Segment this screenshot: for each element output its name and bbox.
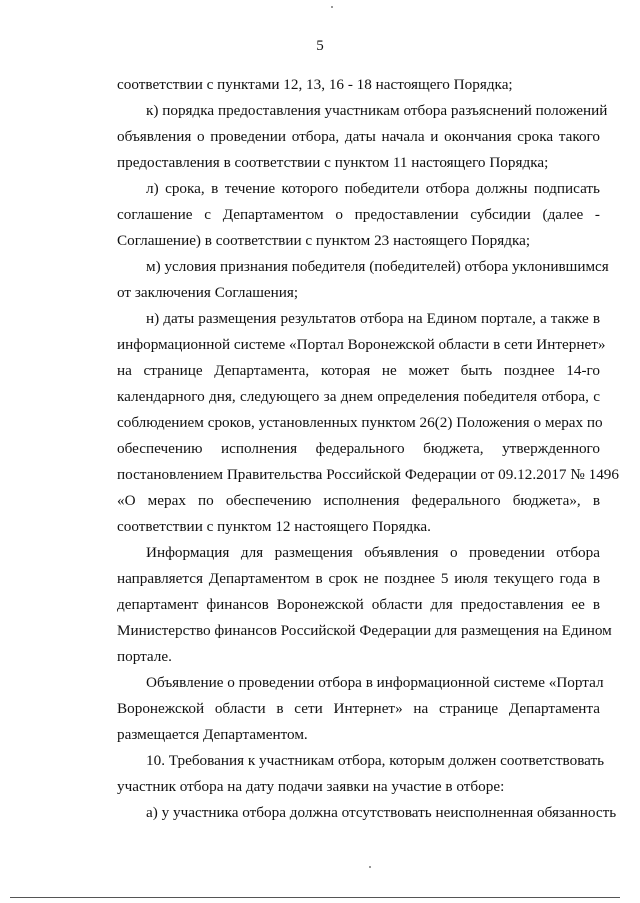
text-line: портале.	[117, 648, 172, 665]
text-line: соответствии с пунктами 12, 13, 16 - 18 настоящего Порядка;	[117, 76, 513, 93]
text-line: Информация для размещения объявления о проведении отбора	[146, 544, 600, 561]
text-line: Министерство финансов Российской Федерации для размещения на Едином	[117, 622, 612, 639]
text-line: соблюдением сроков, установленных пунктом 26(2) Положения о мерах по	[117, 414, 603, 431]
text-line: Объявление о проведении отбора в информационной системе «Портал	[146, 674, 604, 691]
text-line: а) у участника отбора должна отсутствовать неисполненная обязанность	[146, 804, 617, 821]
text-line: от заключения Соглашения;	[117, 284, 299, 301]
text-line: н) даты размещения результатов отбора на Едином портале, а также в	[146, 310, 600, 327]
text-line: «О мерах по обеспечению исполнения федерального бюджета», в	[117, 492, 600, 509]
text-line: на странице Департамента, которая не может быть позднее 14-го	[117, 362, 600, 379]
text-line: Воронежской области в сети Интернет» на странице Департамента	[117, 700, 600, 717]
text-line: объявления о проведении отбора, даты начала и окончания срока такого	[117, 128, 600, 145]
text-line: департамент финансов Воронежской области для предоставления ее в	[117, 596, 600, 613]
text-line: размещается Департаментом.	[117, 726, 308, 743]
text-line: л) срока, в течение которого победители отбора должны подписать	[146, 180, 600, 197]
text-line: участник отбора на дату подачи заявки на участие в отборе:	[117, 778, 505, 795]
text-line: направляется Департаментом в срок не позднее 5 июля текущего года в	[117, 570, 600, 587]
scan-speck	[331, 6, 333, 8]
text-line: 10. Требования к участникам отбора, которым должен соответствовать	[146, 752, 605, 769]
text-line: календарного дня, следующего за днем определения победителя отбора, с	[117, 388, 600, 405]
text-line: к) порядка предоставления участникам отбора разъяснений положений	[146, 102, 608, 119]
text-line: предоставления в соответствии с пунктом 11 настоящего Порядка;	[117, 154, 549, 171]
page-number: 5	[316, 38, 324, 54]
text-line: информационной системе «Портал Воронежской области в сети Интернет»	[117, 336, 606, 353]
text-line: соответствии с пунктом 12 настоящего Порядка.	[117, 518, 431, 535]
scan-edge-line	[10, 897, 620, 898]
scan-speck	[369, 866, 371, 868]
text-line: обеспечению исполнения федерального бюджета, утвержденного	[117, 440, 600, 457]
text-line: Соглашение) в соответствии с пунктом 23 настоящего Порядка;	[117, 232, 531, 249]
text-line: постановлением Правительства Российской Федерации от 09.12.2017 № 1496	[117, 466, 619, 483]
text-line: соглашение с Департаментом о предоставлении субсидии (далее -	[117, 206, 600, 223]
text-line: м) условия признания победителя (победителей) отбора уклонившимся	[146, 258, 609, 275]
